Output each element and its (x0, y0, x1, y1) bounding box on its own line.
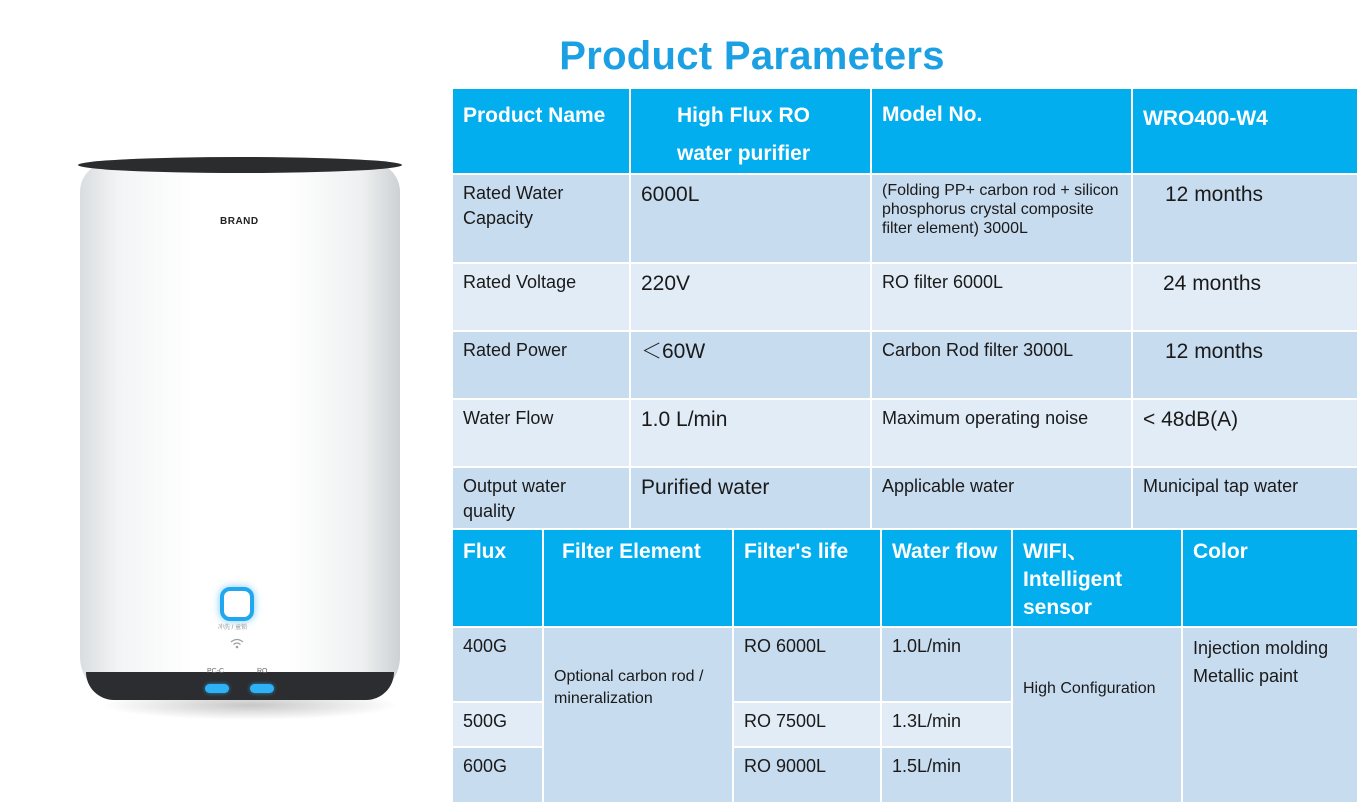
pcc-indicator (205, 684, 229, 693)
spec-label: Output water quality (452, 467, 630, 529)
flush-indicator-ring (220, 587, 254, 621)
spec-header-row (452, 88, 1358, 174)
table-row (452, 174, 1358, 263)
water-flow-value: 1.5L/min (881, 747, 1012, 803)
table-row (452, 467, 1358, 529)
config-header-row (452, 529, 1358, 627)
color-value: Injection molding Metallic paint (1182, 627, 1358, 803)
spec-label: (Folding PP+ carbon rod + silicon phosphorus crystal composite filter element) 3000L (871, 174, 1132, 263)
spec-label: Applicable water (871, 467, 1132, 529)
spec-value: 24 months (1132, 263, 1358, 331)
spec-value: 12 months (1132, 174, 1358, 263)
water-purifier-image (70, 150, 410, 710)
table-row (452, 263, 1358, 331)
filter-life-value: RO 9000L (733, 747, 881, 803)
header-color: Color (1182, 529, 1358, 627)
spec-label: Rated Water Capacity (452, 174, 630, 263)
spec-table (451, 87, 1358, 530)
spec-value: 6000L (630, 174, 871, 263)
pcc-label: PC-C (207, 668, 225, 675)
spec-label: Water Flow (452, 399, 630, 467)
spec-value: < 48dB(A) (1132, 399, 1358, 467)
spec-value: 1.0 L/min (630, 399, 871, 467)
purifier-top-rim (78, 157, 402, 173)
filter-life-value: RO 7500L (733, 702, 881, 747)
filter-life-value: RO 6000L (733, 627, 881, 702)
header-filter-element: Filter Element (543, 529, 733, 627)
spec-label: RO filter 6000L (871, 263, 1132, 331)
spec-value: Purified water (630, 467, 871, 529)
flux-value: 600G (452, 747, 543, 803)
header-model-value: WRO400-W4 (1132, 88, 1358, 174)
spec-label: Rated Power (452, 331, 630, 399)
header-model-no: Model No. (871, 88, 1132, 174)
brand-label: BRAND (220, 216, 259, 227)
header-flux: Flux (452, 529, 543, 627)
flux-value: 400G (452, 627, 543, 702)
purifier-base (86, 672, 394, 700)
spec-value: 12 months (1132, 331, 1358, 399)
header-product-name: Product Name (452, 88, 630, 174)
flux-value: 500G (452, 702, 543, 747)
page-title: Product Parameters (559, 34, 945, 78)
config-table (451, 528, 1358, 804)
header-product-value: High Flux RO water purifier (630, 88, 871, 174)
filter-element-value: Optional carbon rod / mineralization (543, 627, 733, 803)
wifi-value: High Configuration (1012, 627, 1182, 803)
spec-label: Rated Voltage (452, 263, 630, 331)
header-filter-life: Filter's life (733, 529, 881, 627)
water-flow-value: 1.3L/min (881, 702, 1012, 747)
water-flow-value: 1.0L/min (881, 627, 1012, 702)
spec-value: Municipal tap water (1132, 467, 1358, 529)
table-row (452, 331, 1358, 399)
header-water-flow: Water flow (881, 529, 1012, 627)
table-row (452, 399, 1358, 467)
spec-value: 220V (630, 263, 871, 331)
ro-indicator (250, 684, 274, 693)
flush-label: 冲洗 / 童锁 (218, 625, 248, 631)
spec-label: Maximum operating noise (871, 399, 1132, 467)
header-wifi-sensor: WIFI、Intelligent sensor (1012, 529, 1182, 627)
ro-label: RO (257, 668, 268, 675)
spec-label: Carbon Rod filter 3000L (871, 331, 1132, 399)
table-row (452, 627, 1358, 702)
wifi-icon (230, 638, 244, 652)
spec-value: ＜60W (630, 331, 871, 399)
